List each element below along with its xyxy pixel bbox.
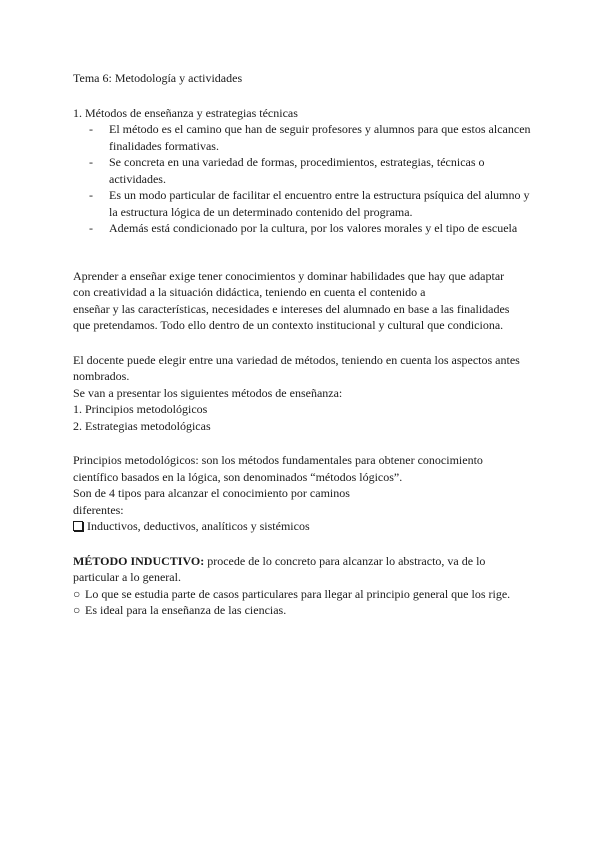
document-title: Tema 6: Metodología y actividades	[73, 71, 243, 85]
text-line: El docente puede elegir entre una variedad de métodos, teniendo en cuenta los aspectos antes	[73, 352, 520, 367]
text-line: con creatividad a la situación didáctica, teniendo en cuenta el contenido a	[73, 285, 426, 299]
list-item	[73, 121, 533, 154]
text-line: diferentes:	[73, 502, 124, 517]
text-line: Aprender a enseñar exige tener conocimientos y dominar habilidades que hay que adaptar	[73, 268, 505, 283]
list-item-text: El método es el camino que han de seguir profesores y alumnos para que estos alcancen finalidades formativas.	[109, 122, 531, 153]
checkbox-bullet-item	[73, 518, 533, 535]
list-item-text: Además está condicionado por la cultura, por los valores morales y el tipo de escuela	[109, 221, 518, 235]
text-line	[73, 553, 533, 570]
shadow-square-bullet-icon	[73, 521, 83, 531]
numbered-item: 2. Estrategias metodológicas	[73, 418, 211, 433]
text-line: científico basados en la lógica, son denominados “métodos lógicos”.	[73, 469, 403, 484]
dash-bullet: -	[89, 122, 93, 136]
text-line: nombrados.	[73, 369, 130, 383]
list-item	[73, 220, 533, 237]
text-line: que pretendamos. Todo ello dentro de un contexto institucional y cultural que condiciona.	[73, 318, 504, 332]
circle-bullet-icon: ○	[73, 586, 81, 601]
circle-bullet-item	[73, 602, 533, 619]
paragraph-principles	[73, 452, 533, 535]
paragraph-inductive	[73, 553, 533, 619]
text-line: Se van a presentar los siguientes métodos de enseñanza:	[73, 385, 343, 400]
circle-bullet-item	[73, 586, 533, 603]
dash-bullet: -	[89, 155, 93, 169]
list-item	[73, 154, 533, 187]
numbered-item: 1. Principios metodológicos	[73, 402, 208, 416]
paragraph-learning	[73, 268, 533, 334]
bullet-text: Es ideal para la enseñanza de las ciencias.	[85, 603, 287, 617]
bullet-text: Inductivos, deductivos, analíticos y sistémicos	[87, 519, 310, 533]
term-definition: procede de lo concreto para alcanzar lo abstracto, va de lo	[204, 553, 486, 568]
dash-list	[73, 121, 533, 237]
spacer	[73, 535, 533, 553]
text-line: particular a lo general.	[73, 570, 181, 584]
circle-bullet-icon: ○	[73, 603, 81, 617]
bullet-text: Lo que se estudia parte de casos particulares para llegar al principio general que los rige.	[85, 586, 511, 601]
list-item-text: Es un modo particular de facilitar el encuentro entre la estructura psíquica del alumno y la estructura lógica de un determinado contenido del programa.	[109, 188, 530, 219]
paragraph-methods	[73, 352, 533, 435]
dash-bullet: -	[89, 188, 93, 202]
text-line: Principios metodológicos: son los métodos fundamentales para obtener conocimiento	[73, 453, 483, 467]
document-page	[73, 70, 533, 619]
spacer	[73, 334, 533, 352]
spacer	[73, 237, 533, 268]
dash-bullet: -	[89, 221, 93, 235]
text-line: Son de 4 tipos para alcanzar el conocimiento por caminos	[73, 486, 350, 500]
text-line: enseñar y las características, necesidades e intereses del alumnado en base a las finalidades	[73, 301, 510, 316]
spacer	[73, 434, 533, 452]
section-heading: 1. Métodos de enseñanza y estrategias técnicas	[73, 105, 298, 120]
list-item	[73, 187, 533, 220]
term-inductive: MÉTODO INDUCTIVO:	[73, 553, 205, 568]
list-item-text: Se concreta en una variedad de formas, procedimientos, estrategias, técnicas o actividades.	[109, 155, 485, 186]
